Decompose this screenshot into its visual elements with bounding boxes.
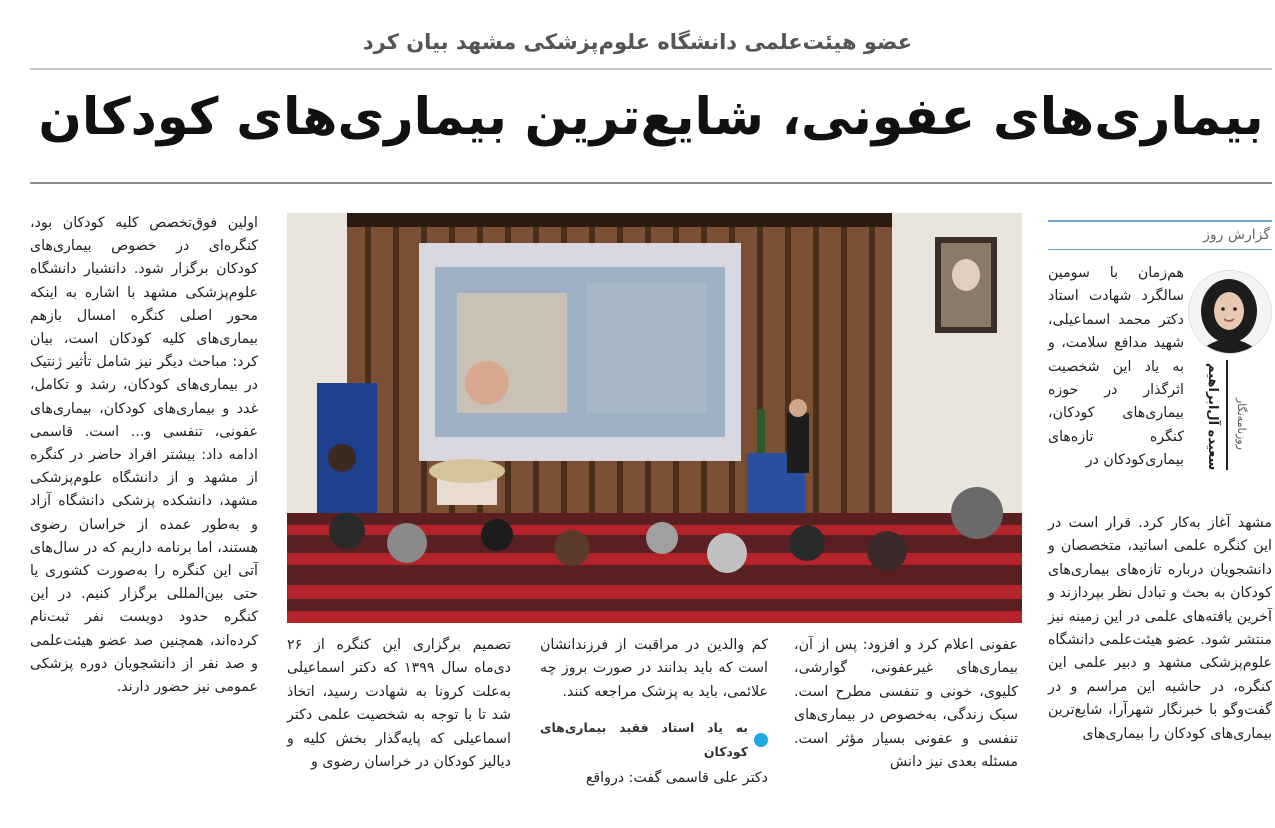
column-3-bottom-text: دکتر علی قاسمی گفت: درواقع	[585, 770, 768, 787]
column-3-subhead	[540, 716, 768, 763]
column-5-text: اولین فوق‌تخصص کلیه کودکان بود، کنگره‌ای در خصوص بیماری‌های کودکان برگزار شود. دانشیار دانشگاه علوم‌پزشکی مشهد با اشاره به اینکه محور اصلی کنگره امسال بازهم بیماری‌های کلیه کودکان است، بیان کرد: مباحث دیگر نیز شامل تأثیر ژنتیک در بیماری‌های کودکان، رشد و تکامل، غدد و بیماری‌های کودکان، بیماری‌های عفونی، تنفسی و... است. قاسمی ادامه داد: بیشتر افراد حاضر در کنگره از مشهد و از دانشگاه علوم‌پزشکی مشهد، دانشکده پزشکی دانشگاه آزاد و به‌طور عمده از خراسان رضوی هستند، اما برنامه داریم که در سال‌های آتی این کنگره را به‌صورت کشوری یا حتی بین‌المللی برگزار کنیم. در این کنگره حدود دویست نفر ثبت‌نام کرده‌اند، همچنین صد عضو هیئت‌علمی و صد نفر از دانشجویان دوره پزشکی عمومی نیز حضور دارند.	[30, 215, 258, 696]
column-3-subhead-text: به یاد استاد فقید بیماری‌های کودکان	[540, 720, 748, 759]
column-1-bottom-text: مشهد آغاز به‌کار کرد. قرار است در این کنگره علمی اساتید، متخصصان و دانشجویان درباره تازه‌های بیماری‌های کودکان به بحث و تبادل نظر بپردازند و آخرین یافته‌های علمی در این زمینه نیز منتشر شود. عضو هیئت‌علمی دانشگاه علوم‌پزشکی مشهد و دبیر علمی این کنگره، در حاشیه این مراسم و در گفت‌وگو با خبرنگار شهرآرا، شایع‌ترین بیماری‌های کودکان را بیماری‌های	[1048, 515, 1272, 742]
column-3-top-text: کم والدین در مراقبت از فرزندانشان است که باید بدانند در صورت بروز چه علائمی، باید به پزشک مراجعه کنند.	[540, 637, 768, 700]
author-divider	[1226, 360, 1228, 470]
column-4-text: تصمیم برگزاری این کنگره از ۲۶ دی‌ماه سال ۱۳۹۹ که دکتر اسماعیلی به‌علت کرونا به شهادت رسید، اتخاذ شد تا با توجه به شخصیت علمی دکتر اسماعیلی که پایه‌گذار بخش کلیه و دیالیز کودکان در خراسان رضوی و	[287, 637, 511, 771]
column-2	[794, 634, 1018, 774]
column-1-bottom	[1048, 512, 1272, 746]
headline-divider	[30, 182, 1272, 184]
author-role: روزنامه‌نگار	[1235, 398, 1248, 450]
column-3	[540, 634, 768, 790]
conference-photo	[287, 213, 1022, 623]
column-5	[30, 212, 258, 699]
author-name: سعیده آل‌ابراهیم	[1205, 362, 1220, 470]
kicker: عضو هیئت‌علمی دانشگاه علوم‌پزشکی مشهد بیان کرد	[362, 30, 913, 54]
column-1-top	[1048, 262, 1184, 473]
bullet-dot-icon	[754, 733, 768, 747]
column-2-text: عفونی اعلام کرد و افزود: پس از آن، بیماری‌های غیرعفونی، گوارشی، کلیوی، خونی و تنفسی مطرح است. سبک زندگی، به‌خصوص در بیماری‌های تنفسی و عفونی بسیار مؤثر است. مسئله بعدی نیز دانش	[794, 637, 1018, 771]
author-photo	[1188, 270, 1272, 354]
headline: بیماری‌های عفونی، شایع‌ترین بیماری‌های کودکان	[38, 88, 1264, 147]
column-4	[287, 634, 511, 774]
column-1-top-text: هم‌زمان با سومین سالگرد شهادت استاد دکتر محمد اسماعیلی، شهید مدافع سلامت، و به یاد این شخصیت اثرگذار در حوزه بیماری‌های کودکان، کنگره تازه‌های بیماری‌کودکان در	[1048, 265, 1184, 469]
section-label: گزارش روز	[1048, 220, 1272, 250]
top-divider	[30, 68, 1272, 70]
